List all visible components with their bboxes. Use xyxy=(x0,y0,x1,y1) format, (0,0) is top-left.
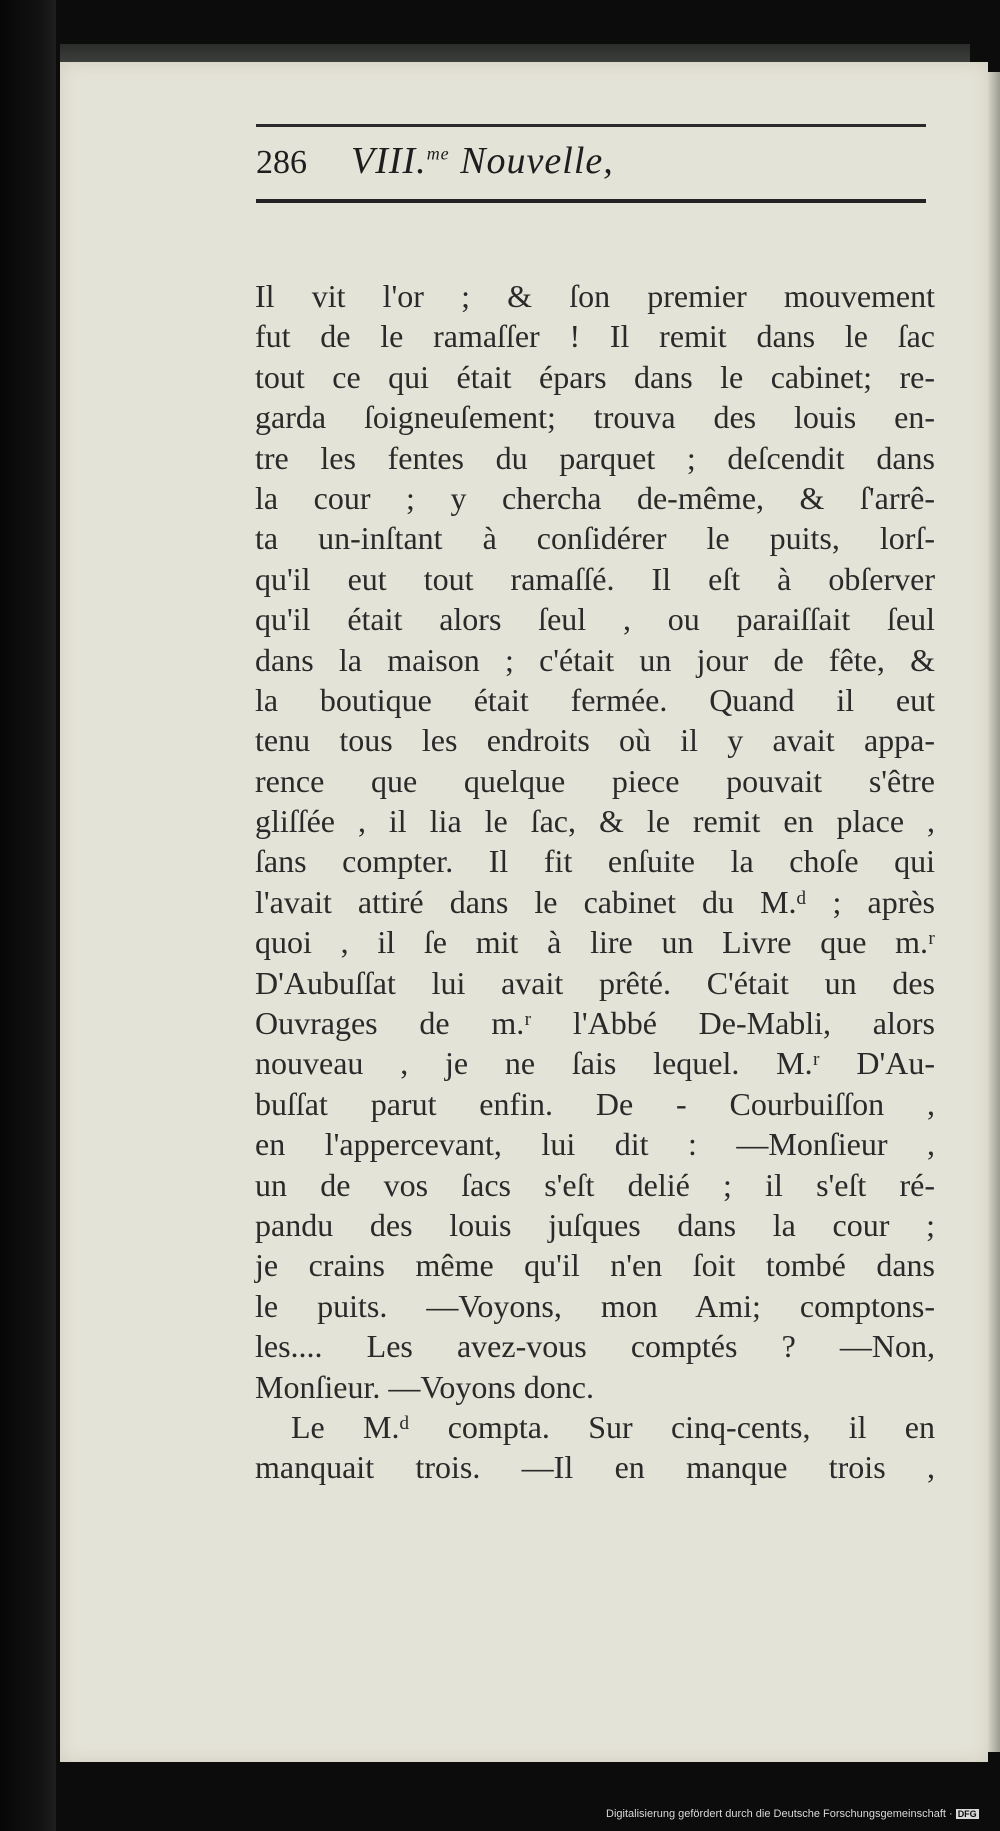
header-rule-bottom xyxy=(256,199,926,203)
text-line: D'Aubuſſat lui avait prêté. C'était un des xyxy=(255,964,935,1001)
text-line: pandu des louis juſques dans la cour ; xyxy=(255,1206,935,1243)
text-line: dans la maison ; c'était un jour de fête, & xyxy=(255,641,935,678)
text-line: qu'il eut tout ramaſſé. Il eſt à obſerver xyxy=(255,560,935,597)
text-line: Le M.ᵈ compta. Sur cinq-cents, il en xyxy=(291,1408,935,1445)
page-number: 286 xyxy=(256,144,307,181)
text-line: tout ce qui était épars dans le cabinet; re- xyxy=(255,358,935,395)
text-line: fut de le ramaſſer ! Il remit dans le ſac xyxy=(255,318,935,355)
running-head-superscript: me xyxy=(426,143,450,164)
text-line: buſſat parut enfin. De - Courbuiſſon , xyxy=(255,1085,935,1122)
text-line: le puits. —Voyons, mon Ami; comptons- xyxy=(255,1287,935,1324)
page-header xyxy=(256,124,926,203)
text-line: Ouvrages de m.ʳ l'Abbé De-Mabli, alors xyxy=(255,1005,935,1042)
text-line: qu'il était alors ſeul , ou paraiſſait ſeul xyxy=(255,601,935,638)
text-line: tenu tous les endroits où il y avait appa- xyxy=(255,722,935,759)
running-head-title: Nouvelle, xyxy=(449,140,614,182)
book-binding-edge xyxy=(0,0,56,1831)
dfg-logo: DFG xyxy=(957,1809,977,1820)
text-line: je crains même qu'il n'en ſoit tombé dans xyxy=(255,1247,935,1284)
text-line: ta un-inſtant à conſidérer le puits, lorſ- xyxy=(255,520,935,557)
text-line: la cour ; y chercha de-même, & ſ'arrê- xyxy=(255,479,935,516)
text-line: gliſſée , il lia le ſac, & le remit en place , xyxy=(255,803,935,840)
text-line: quoi , il ſe mit à lire un Livre que m.ʳ xyxy=(255,924,935,961)
page-edge xyxy=(988,72,1000,1752)
running-head xyxy=(351,139,614,183)
text-line: en l'appercevant, lui dit : —Monſieur , xyxy=(255,1126,935,1163)
digitization-credit xyxy=(606,1808,979,1820)
text-line: Monſieur. —Voyons donc. xyxy=(255,1368,594,1405)
text-line: la boutique était fermée. Quand il eut xyxy=(255,681,935,718)
text-line: les.... Les avez-vous comptés ? —Non, xyxy=(255,1328,935,1365)
text-line: un de vos ſacs s'eſt delié ; il s'eſt ré- xyxy=(255,1166,935,1203)
text-line: garda ſoigneuſement; trouva des louis en- xyxy=(255,399,935,436)
text-line: manquait trois. —Il en manque trois , xyxy=(255,1449,935,1486)
text-line: rence que quelque piece pouvait s'être xyxy=(255,762,935,799)
header-rule-top xyxy=(256,124,926,127)
credit-text: Digitalisierung gefördert durch die Deutsche Forschungsgemeinschaft · xyxy=(606,1808,953,1820)
text-line: tre les fentes du parquet ; deſcendit dans xyxy=(255,439,935,476)
body-text xyxy=(255,276,935,1488)
text-line: ſans compter. Il fit enſuite la choſe qui xyxy=(255,843,935,880)
text-line: Il vit l'or ; & ſon premier mouvement xyxy=(255,278,935,314)
text-line: nouveau , je ne ſais lequel. M.ʳ D'Au- xyxy=(255,1045,935,1082)
text-line: l'avait attiré dans le cabinet du M.ᵈ ; après xyxy=(255,883,935,920)
header-line xyxy=(256,139,926,191)
running-head-numeral: VIII. xyxy=(351,140,427,182)
